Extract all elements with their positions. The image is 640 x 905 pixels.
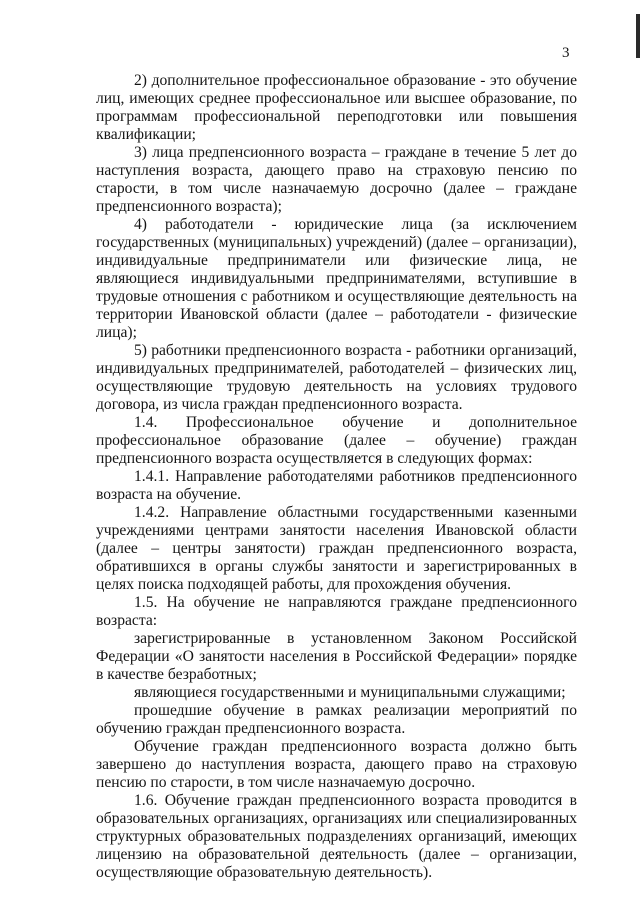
paragraph-1-4-1: 1.4.1. Направление работодателями работников предпенсионного возраста на обучение. [96,468,577,503]
document-body [96,72,577,882]
paragraph-civil-servants: являющиеся государственными и муниципальными служащими; [134,684,566,701]
paragraph-completion-deadline: Обучение граждан предпенсионного возраста должно быть завершено до наступления возраста, дающего право на страховую пенсию по старости, в том числе назначаемую досрочно. [96,738,577,791]
paragraph-registered-unemployed: зарегистрированные в установленном Законом Российской Федерации «О занятости населения в Российской Федерации» порядке в качестве безработных; [96,630,577,683]
paragraph-1-4: 1.4. Профессиональное обучение и дополнительное профессиональное образование (далее – обучение) граждан предпенсионного возраста осуществляется в следующих формах: [96,414,577,467]
paragraph-additional-education: 2) дополнительное профессиональное образование - это обучение лиц, имеющих среднее профессиональное или высшее образование, по программам профессиональной переподготовки или повышения квалификации; [96,72,577,143]
paragraph-1-4-2: 1.4.2. Направление областными государственными казенными учреждениями центрами занятости населения Ивановской области (далее – центры занятости) граждан предпенсионного возраста, обратившихся в органы службы занятости и зарегистрированных в целях поиска подходящей работы, для прохождения обучения. [96,504,577,593]
paragraph-1-5: 1.5. На обучение не направляются граждане предпенсионного возраста: [96,594,577,629]
page-number: 3 [562,45,570,61]
paragraph-completed-training: прошедшие обучение в рамках реализации мероприятий по обучению граждан предпенсионного возраста. [96,702,577,737]
paragraph-pre-retirement-persons: 3) лица предпенсионного возраста – граждане в течение 5 лет до наступления возраста, дающего право на страховую пенсию по старости, в том числе назначаемую досрочно (далее – граждане предпенсионного возраста); [96,144,577,215]
paragraph-employers: 4) работодатели - юридические лица (за исключением государственных (муниципальных) учреждений) (далее – организации), индивидуальные предприниматели или физические лица, не являющиеся индивидуальными предпринимателями, вступившие в трудовые отношения с работником и осуществляющие деятельность на территории Ивановской области (далее – работодатели - физические лица); [96,216,577,341]
scan-edge-mark [636,14,640,58]
paragraph-pre-retirement-workers: 5) работники предпенсионного возраста - работники организаций, индивидуальных предпринимателей, работодателей – физических лиц, осуществляющие трудовую деятельность на условиях трудового договора, из числа граждан предпенсионного возраста. [96,342,577,413]
paragraph-1-6: 1.6. Обучение граждан предпенсионного возраста проводится в образовательных организациях, организациях или специализированных структурных образовательных подразделениях организаций, имеющих лицензию на образовательной деятельность (далее – организации, осуществляющие образовательную деятельность). [96,792,577,881]
